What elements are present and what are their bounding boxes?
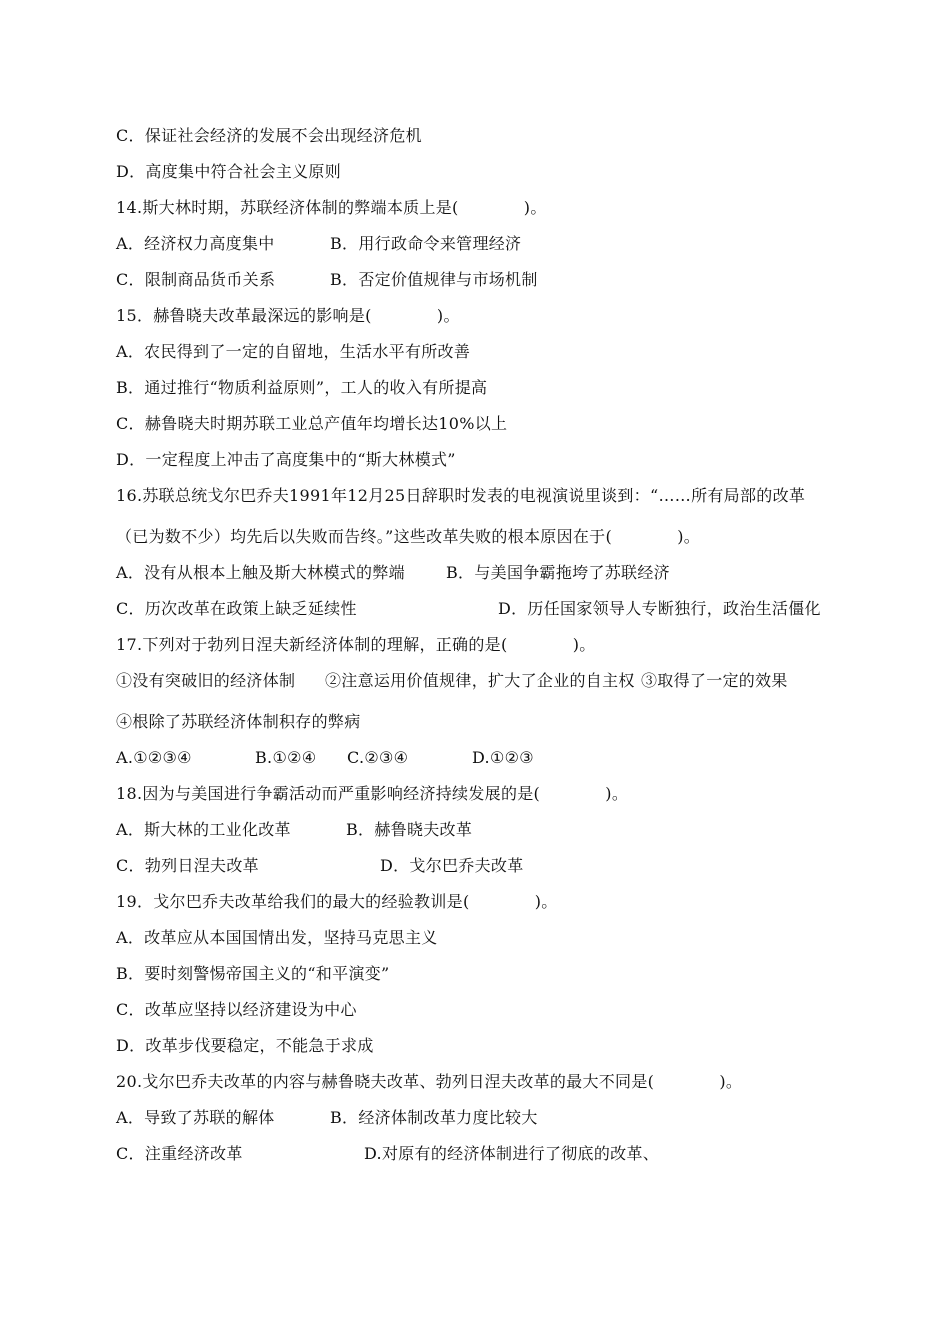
q14-options-row1 bbox=[116, 234, 521, 254]
q15-option-a: A．农民得到了一定的自留地，生活水平有所改善 bbox=[116, 342, 471, 361]
q19-option-d: D．改革步伐要稳定，不能急于求成 bbox=[116, 1036, 374, 1055]
q16-option-d: D．历任国家领导人专断独行，政治生活僵化 bbox=[498, 599, 821, 618]
q19-option-a: A．改革应从本国国情出发，坚持马克思主义 bbox=[116, 928, 438, 947]
q18-option-b: B．赫鲁晓夫改革 bbox=[346, 820, 473, 839]
q15-option-c: C．赫鲁晓夫时期苏联工业总产值年均增长达10%以上 bbox=[116, 414, 508, 433]
q16-option-b: B．与美国争霸拖垮了苏联经济 bbox=[446, 563, 670, 582]
q20-options-row1 bbox=[116, 1108, 538, 1128]
q20-stem: 20.戈尔巴乔夫改革的内容与赫鲁晓夫改革、勃列日涅夫改革的最大不同是( )。 bbox=[116, 1072, 743, 1091]
q18-stem: 18.因为与美国进行争霸活动而严重影响经济持续发展的是( )。 bbox=[116, 784, 629, 803]
q17-item-2: ②注意运用价值规律，扩大了企业的自主权 bbox=[325, 671, 635, 690]
q20-options-row2 bbox=[116, 1144, 659, 1164]
q18-option-c: C．勃列日涅夫改革 bbox=[116, 856, 259, 875]
q18-option-d: D．戈尔巴乔夫改革 bbox=[380, 856, 524, 875]
q20-option-c: C．注重经济改革 bbox=[116, 1144, 243, 1163]
q18-option-a: A．斯大林的工业化改革 bbox=[116, 820, 291, 839]
q14-option-d: B．否定价值规律与市场机制 bbox=[330, 270, 538, 289]
q16-options-row2 bbox=[116, 599, 821, 619]
q16-stem-line2: （已为数不少）均先后以失败而告终。”这些改革失败的根本原因在于( )。 bbox=[116, 527, 701, 546]
q15-option-b: B．通过推行“物质利益原则”，工人的收入有所提高 bbox=[116, 378, 488, 397]
q15-stem: 15．赫鲁晓夫改革最深远的影响是( )。 bbox=[116, 306, 460, 325]
q16-options-row1 bbox=[116, 563, 670, 583]
q17-option-a: A.①②③④ bbox=[116, 748, 192, 767]
q16-option-c: C．历次改革在政策上缺乏延续性 bbox=[116, 599, 357, 618]
q19-option-c: C．改革应坚持以经济建设为中心 bbox=[116, 1000, 357, 1019]
q17-item-4: ④根除了苏联经济体制积存的弊病 bbox=[116, 712, 361, 731]
q19-stem: 19．戈尔巴乔夫改革给我们的最大的经验教训是( )。 bbox=[116, 892, 558, 911]
q14-option-c: C．限制商品货币关系 bbox=[116, 270, 276, 289]
q14-option-a: A．经济权力高度集中 bbox=[116, 234, 275, 253]
q17-item-1: ①没有突破旧的经济体制 bbox=[116, 671, 296, 690]
q13-option-c: C．保证社会经济的发展不会出现经济危机 bbox=[116, 126, 422, 145]
q20-option-a: A．导致了苏联的解体 bbox=[116, 1108, 275, 1127]
q17-items-row1 bbox=[116, 671, 788, 691]
q14-stem: 14.斯大林时期，苏联经济体制的弊端本质上是( )。 bbox=[116, 198, 547, 217]
q17-option-d: D.①②③ bbox=[472, 748, 534, 767]
q17-options-row bbox=[116, 748, 534, 768]
q20-option-b: B．经济体制改革力度比较大 bbox=[330, 1108, 538, 1127]
q16-option-a: A．没有从根本上触及斯大林模式的弊端 bbox=[116, 563, 405, 582]
q13-option-d: D．高度集中符合社会主义原则 bbox=[116, 162, 342, 181]
q18-options-row1 bbox=[116, 820, 472, 840]
q15-option-d: D．一定程度上冲击了高度集中的“斯大林模式” bbox=[116, 450, 456, 469]
q17-item-3: ③取得了一定的效果 bbox=[641, 671, 788, 690]
q14-options-row2 bbox=[116, 270, 538, 290]
q17-option-b: B.①②④ bbox=[255, 748, 317, 767]
q20-option-d: D.对原有的经济体制进行了彻底的改革、 bbox=[364, 1144, 660, 1163]
q16-stem-line1: 16.苏联总统戈尔巴乔夫1991年12月25日辞职时发表的电视演说里谈到：“……所有局部的改革 bbox=[116, 486, 806, 505]
q17-option-c: C.②③④ bbox=[347, 748, 409, 767]
q14-option-b: B．用行政命令来管理经济 bbox=[330, 234, 522, 253]
q19-option-b: B．要时刻警惕帝国主义的“和平演变” bbox=[116, 964, 390, 983]
q17-stem: 17.下列对于勃列日涅夫新经济体制的理解，正确的是( )。 bbox=[116, 635, 596, 654]
q18-options-row2 bbox=[116, 856, 524, 876]
